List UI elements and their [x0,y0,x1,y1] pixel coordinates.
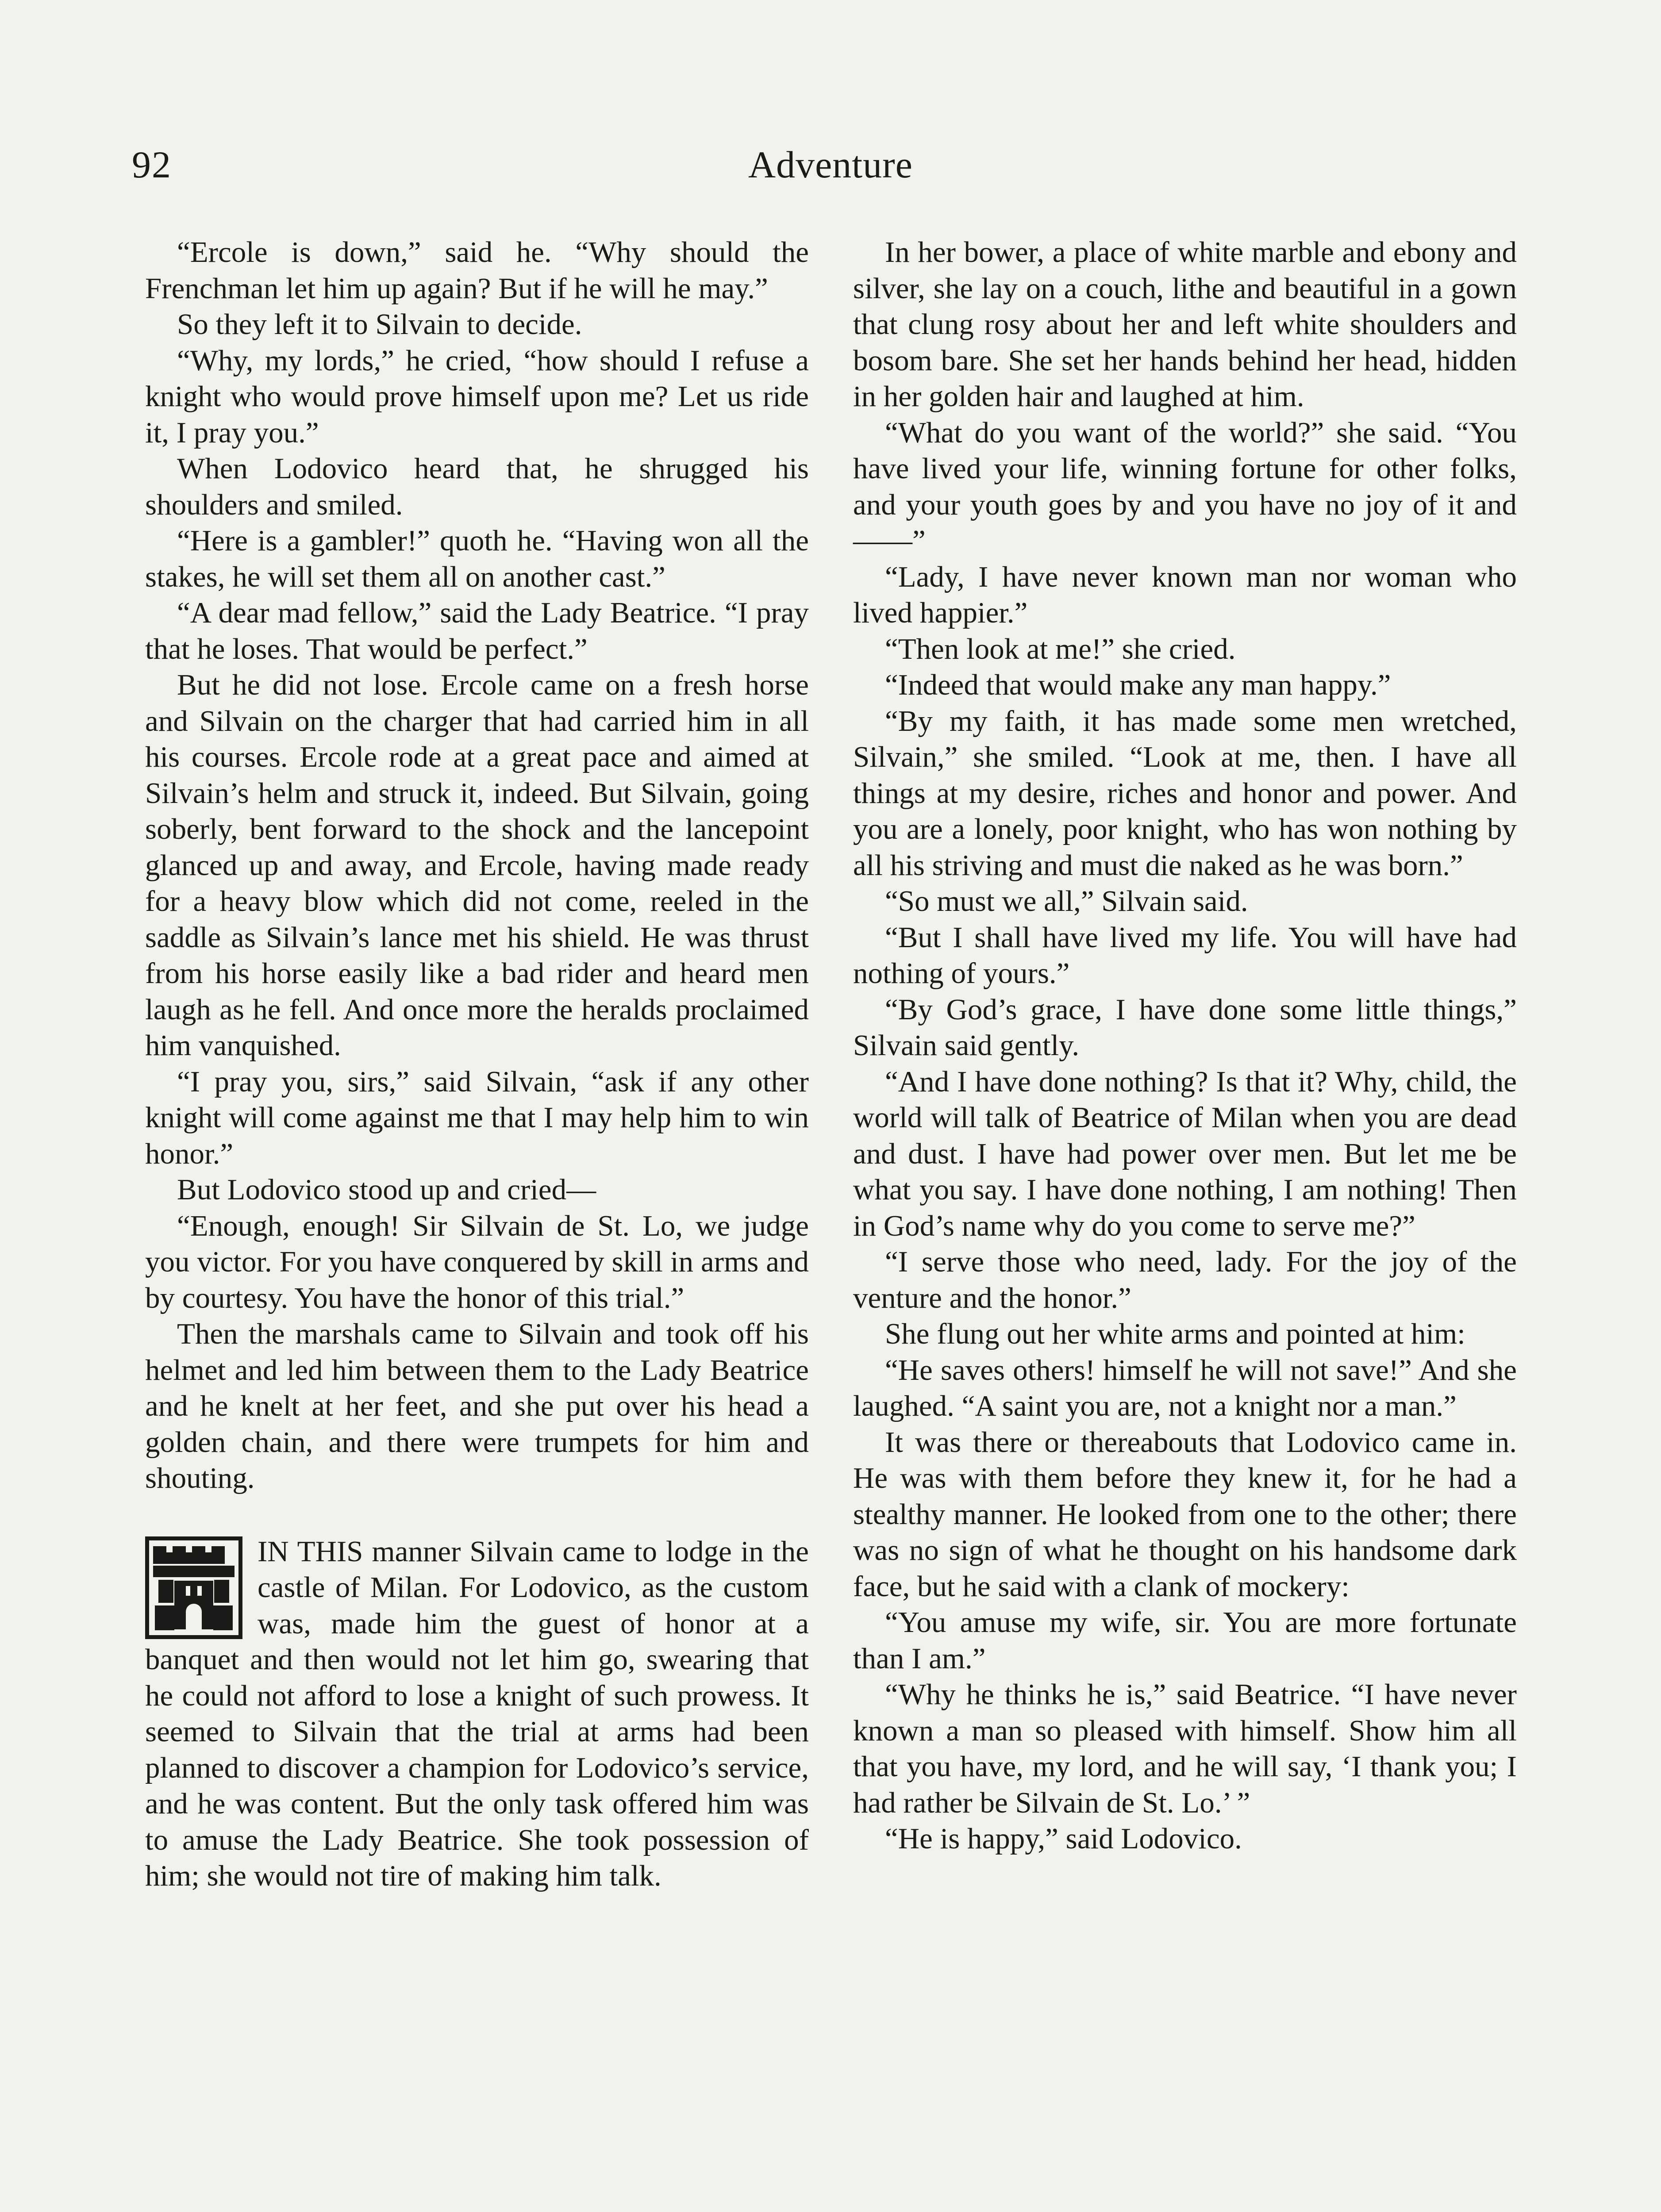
paragraph: “Ercole is down,” said he. “Why should the Frenchman let him up again? But if he will he may.” [145,236,809,305]
paragraph: “Enough, enough! Sir Silvain de St. Lo, we judge you victor. For you have conquered by skill in arms and by courtesy. You have the honor of this trial.” [145,1209,809,1314]
paragraph: “By God’s grace, I have done some little things,” Silvain said gently. [853,993,1517,1062]
left-column [145,234,809,1894]
paragraph: But he did not lose. Ercole came on a fresh horse and Silvain on the charger that had carried him in all his courses. Ercole rode at a great pace and aimed at Silvain’s helm and struck it, indeed. But Silvain, going soberly, bent forward to the shock and the lancepoint glanced up and away, and Ercole, having made ready for a heavy blow which did not come, reeled in the saddle as Silvain’s lance met his shield. He was thrust from his horse easily like a bad rider and heard men laugh as he fell. And once more the heralds proclaimed him vanquished. [145,668,809,1062]
paragraph: “You amuse my wife, sir. You are more fortunate than I am.” [853,1606,1517,1675]
paragraph: “Then look at me!” she cried. [885,632,1236,665]
castle-icon [145,1536,242,1639]
paragraph: “He is happy,” said Lodovico. [885,1822,1242,1855]
right-column [853,234,1517,1857]
paragraph: “Here is a gambler!” quoth he. “Having won all the stakes, he will set them all on another cast.” [145,524,809,593]
paragraph: “I serve those who need, lady. For the joy of the venture and the honor.” [853,1245,1517,1314]
paragraph: “But I shall have lived my life. You will have had nothing of yours.” [853,921,1517,990]
paragraph: She flung out her white arms and pointed at him: [885,1317,1465,1350]
paragraph: Then the marshals came to Silvain and took off his helmet and led him between them to the Lady Beatrice and he knelt at her feet, and she put over his head a golden chain, and there were trumpets for him and shouting. [145,1317,809,1494]
running-title: Adventure [748,143,913,186]
section-start-paragraph [145,1534,809,1894]
paragraph: “And I have done nothing? Is that it? Why, child, the world will talk of Beatrice of Milan when you are dead and dust. I have had power over men. But let me be what you say. I have done nothing, I am nothing! Then in God’s name why do you come to serve me?” [853,1065,1517,1242]
paragraph: “I pray you, sirs,” said Silvain, “ask if any other knight will come against me that I may help him to win honor.” [145,1065,809,1170]
paragraph: “Why, my lords,” he cried, “how should I refuse a knight who would prove himself upon me? Let us ride it, I pray you.” [145,344,809,449]
page-number: 92 [132,143,172,186]
paragraph: When Lodovico heard that, he shrugged his shoulders and smiled. [145,452,809,521]
paragraph: “By my faith, it has made some men wretched, Silvain,” she smiled. “Look at me, then. I have all things at my desire, riches and honor and power. And you are a lonely, poor knight, who has won nothing by all his striving and must die naked as he was born.” [853,704,1517,882]
paragraph: “A dear mad fellow,” said the Lady Beatrice. “I pray that he loses. That would be perfect.” [145,596,809,665]
paragraph: “Lady, I have never known man nor woman who lived happier.” [853,560,1517,629]
paragraph: “What do you want of the world?” she said. “You have lived your life, winning fortune for other folks, and your youth goes by and you have no joy of it and——” [853,416,1517,557]
paragraph: “Indeed that would make any man happy.” [885,668,1391,701]
paragraph: “So must we all,” Silvain said. [885,885,1248,918]
section-start-text: IN THIS manner Silvain came to lodge in the castle of Milan. For Lodovico, as the custom was, made him the guest of honor at a banquet and then would not let him go, swearing that he could not afford to lose a knight of such prowess. It seemed to Silvain that the trial at arms had been planned to discover a champion for Lodovico’s service, and he was content. But the only task offered him was to amuse the Lady Beatrice. She took possession of him; she would not tire of making him talk. [145,1535,809,1892]
paragraph: But Lodovico stood up and cried— [177,1173,596,1206]
paragraph: So they left it to Silvain to decide. [177,308,582,341]
paragraph: In her bower, a place of white marble and ebony and silver, she lay on a couch, lithe and beautiful in a gown that clung rosy about her and left white shoulders and bosom bare. She set her hands behind her head, hidden in her golden hair and laughed at him. [853,236,1517,413]
paragraph: “Why he thinks he is,” said Beatrice. “I have never known a man so pleased with himself. Show him all that you have, my lord, and he will say, ‘I thank you; I had rather be Silvain de St. Lo.’ ” [853,1678,1517,1819]
paragraph: It was there or thereabouts that Lodovico came in. He was with them before they knew it, for he had a stealthy manner. He looked from one to the other; there was no sign of what he thought on his handsome dark face, but he said with a clank of mockery: [853,1425,1517,1603]
paragraph: “He saves others! himself he will not save!” And she laughed. “A saint you are, not a knight nor a man.” [853,1353,1517,1422]
